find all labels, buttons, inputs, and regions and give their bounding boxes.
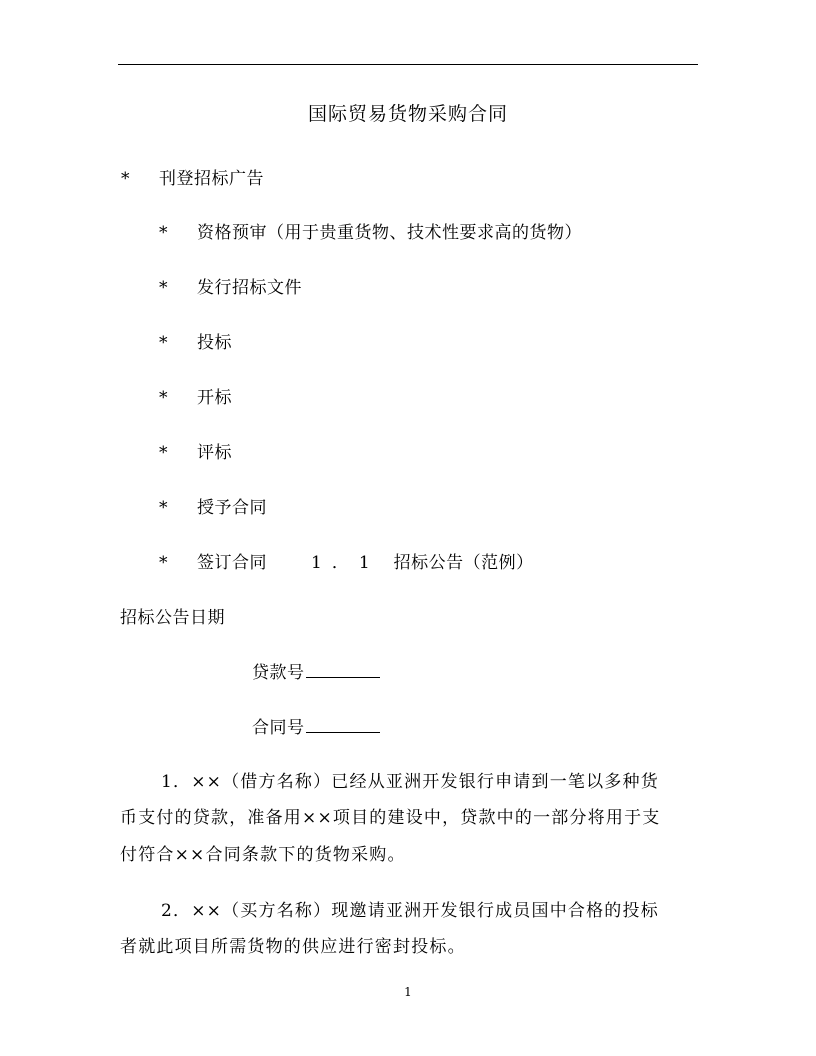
- list-item-label: 开标: [197, 388, 232, 408]
- list-item-sub: [159, 277, 302, 299]
- paragraph-1-line: 1．××（借方名称）已经从亚洲开发银行申请到一笔以多种货: [161, 772, 659, 792]
- paragraph-2-line: 2．××（买方名称）现邀请亚洲开发银行成员国中合格的投标: [161, 901, 659, 921]
- document-title: 国际贸易货物采购合同: [307, 103, 508, 125]
- list-item-label: 资格预审（用于贵重货物、技术性要求高的货物）: [197, 223, 582, 243]
- paragraph-1-line: 付符合××合同条款下的货物采购。: [120, 845, 406, 865]
- contract-number-field: [252, 717, 380, 739]
- list-item-top: [121, 168, 264, 190]
- list-item-label: 评标: [197, 443, 232, 463]
- bullet-star: *: [159, 388, 168, 408]
- bullet-star: *: [159, 443, 168, 463]
- bullet-star: *: [121, 169, 130, 189]
- paragraph-1-line: 币支付的贷款，准备用××项目的建设中，贷款中的一部分将用于支: [120, 808, 661, 828]
- section-number: 1．1: [311, 553, 380, 573]
- bullet-star: *: [159, 553, 168, 573]
- bullet-star: *: [159, 498, 168, 518]
- header-rule: [118, 64, 698, 65]
- list-item-sub: [159, 552, 534, 574]
- bullet-star: *: [159, 333, 168, 353]
- loan-number-blank: [306, 676, 380, 678]
- contract-number-label: 合同号: [252, 718, 305, 738]
- list-item-sub: [159, 497, 267, 519]
- loan-number-label: 贷款号: [252, 663, 305, 683]
- section-title: 招标公告（范例）: [393, 553, 534, 573]
- contract-number-blank: [306, 731, 380, 733]
- paragraph-2-line: 者就此项目所需货物的供应进行密封投标。: [120, 937, 466, 957]
- bullet-star: *: [159, 223, 168, 243]
- list-item-label: 发行招标文件: [197, 278, 302, 298]
- list-item-label: 授予合同: [197, 498, 267, 518]
- list-item-sub: [159, 442, 232, 464]
- bullet-star: *: [159, 278, 168, 298]
- notice-date-label: 招标公告日期: [120, 608, 225, 628]
- list-item-sub: [159, 332, 232, 354]
- list-item-label: 刊登招标广告: [159, 169, 264, 189]
- list-item-sub: [159, 387, 232, 409]
- list-item-label: 签订合同: [197, 553, 267, 573]
- page-number: 1: [404, 985, 412, 999]
- list-item-label: 投标: [197, 333, 232, 353]
- loan-number-field: [252, 662, 380, 684]
- list-item-sub: [159, 222, 582, 244]
